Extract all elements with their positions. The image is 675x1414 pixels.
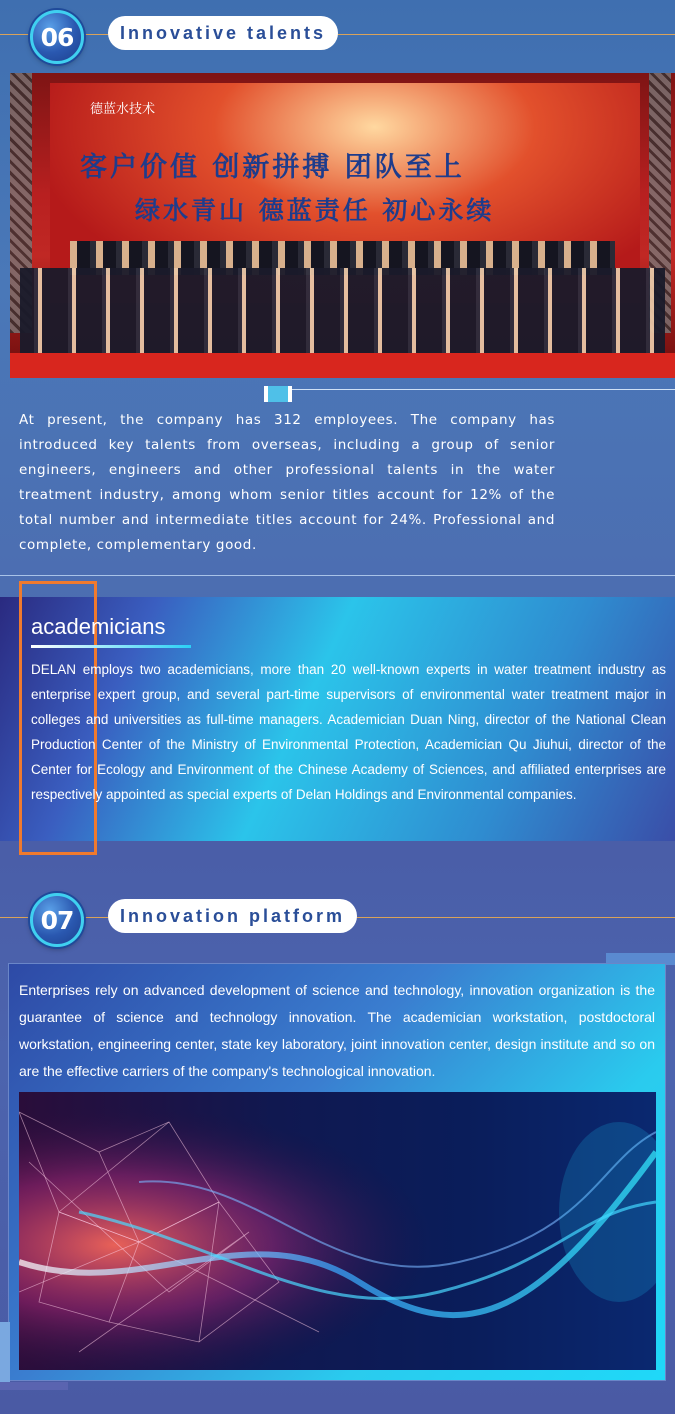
section-header-07 [0, 893, 675, 943]
section-header-06 [0, 10, 675, 60]
decor-bar-bottom [0, 1382, 68, 1390]
section-number-badge: 07 [30, 893, 84, 947]
section-separator [0, 575, 675, 576]
academicians-title-underline [31, 645, 191, 648]
academicians-paragraph: DELAN employs two academicians, more than 20 well-known experts in water treatment industry as enterprise expert group, and several part-time supervisors of environmental water treatment major in colleges and universities as full-time managers. Academician Duan Ning, director of the National Clean Production Center of the Ministry of Environmental Protection, Academician Qu Jiuhui, director of the Center for Ecology and Environment of the Chinese Academy of Sciences, and affiliated enterprises are respectively appointed as special experts of Delan Holdings and Environmental companies. [31, 662, 666, 802]
red-carpet [10, 353, 675, 378]
divider-tab [264, 386, 292, 402]
network-wave-graphic [19, 1092, 656, 1370]
stage-slogan-line2: 绿水青山 德蓝责任 初心永续 [135, 196, 495, 225]
technology-network-illustration [19, 1092, 656, 1370]
team-group-photo [10, 73, 675, 378]
talents-paragraph: At present, the company has 312 employees. The company has introduced key talents from overseas, including a group of senior engineers, engineers and other professional talents in the water treatment industry, among whom senior titles account for 12% of the total number and intermediate titles account for 24%. Professional and complete, complementary good. [19, 412, 555, 553]
academicians-title: academicians [31, 614, 166, 639]
section-number-badge: 06 [30, 10, 84, 64]
decor-bar-left [0, 1322, 10, 1382]
divider-line [292, 389, 675, 390]
company-logo-text: 德蓝水技术 [90, 102, 156, 117]
section-title-pill: Innovation platform [108, 899, 357, 933]
stage-slogan-line1: 客户价值 创新拼搏 团队至上 [80, 152, 465, 183]
section-title-pill: Innovative talents [108, 16, 338, 50]
crowd-front-row [20, 268, 665, 358]
innovation-paragraph: Enterprises rely on advanced development of science and technology, innovation organization is the guarantee of science and technology innovation. The academician workstation, postdoctoral workstation, engineering center, state key laboratory, joint innovation center, design institute and so on are the effective carriers of the company's technological innovation. [19, 982, 655, 1079]
